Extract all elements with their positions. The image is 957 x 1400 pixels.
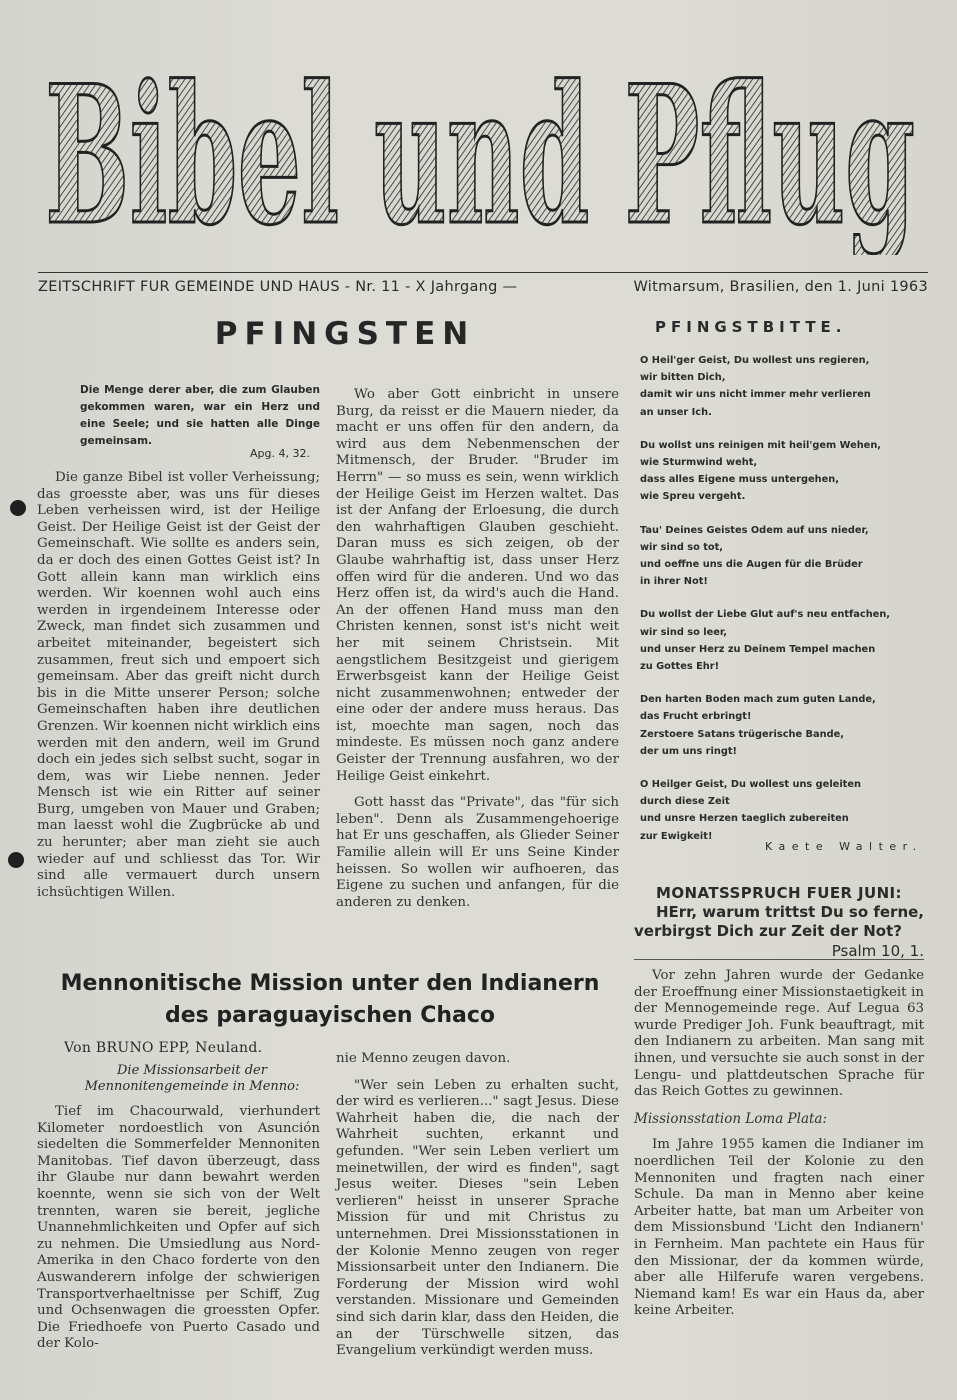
poem-line: wie Spreu vergeht. — [640, 491, 746, 503]
pfingstbitte-poem — [640, 352, 925, 861]
pfingsten-column-2 — [336, 387, 619, 911]
poem-stanza — [640, 437, 925, 506]
paragraph: Im Jahre 1955 kamen die Indianer im noerdlichen Teil der Kolonie zu den Mennoniten und fragten nach einer Schule. Da man in Menno aber keine Arbeiter hatte, bat man um Arbeiter von dem Missionsbund 'Licht den Indianern' in Fernheim. Man pachtete ein Haus für den Missionar, der da kommen würde, aber alle Hilferufe waren vergebens. Niemand kam! Es war ein Haus da, aber keine Arbeiter. — [634, 1137, 924, 1319]
poem-line: Den harten Boden mach zum guten Lande, — [640, 694, 876, 706]
mission-subhead-loma-plata: Missionsstation Loma Plata: — [634, 1110, 828, 1127]
poem-line: das Frucht erbringt! — [640, 711, 752, 723]
poem-line: und unser Herz zu Deinem Tempel machen — [640, 643, 876, 655]
poem-stanza — [640, 776, 925, 845]
poem-line: an unser Ich. — [640, 406, 712, 418]
punch-hole-mark — [10, 500, 26, 516]
mission-subhead: Die Missionsarbeit der Mennonitengemeinde in Menno: — [84, 1063, 300, 1094]
poem-line: wir sind so leer, — [640, 626, 727, 638]
monatsspruch-verse-line: verbirgst Dich zur Zeit der Not? — [634, 922, 902, 940]
poem-line: wie Sturmwind weht, — [640, 457, 758, 469]
masthead-logo — [40, 50, 920, 255]
poem-line: O Heil'ger Geist, Du wollest uns regieren, — [640, 355, 870, 366]
pfingsten-epigraph-ref: Apg. 4, 32. — [250, 447, 310, 460]
poem-line: zur Ewigkeit! — [640, 830, 713, 842]
poem-line: und oeffne uns die Augen für die Brüder — [640, 559, 863, 571]
poem-stanza — [640, 691, 925, 760]
mission-title-line: Mennonitische Mission unter den Indianern — [60, 971, 600, 996]
poem-line: damit wir uns nicht immer mehr verlieren — [640, 389, 871, 401]
poem-line: Zerstoere Satans trügerische Bande, — [640, 728, 844, 740]
paragraph: nie Menno zeugen davon. — [336, 1051, 511, 1066]
poem-line: in ihrer Not! — [640, 576, 708, 588]
poem-line: der um uns ringt! — [640, 745, 738, 757]
poem-stanza — [640, 606, 925, 675]
punch-hole-mark — [8, 852, 24, 868]
poem-line: Du wollst der Liebe Glut auf's neu entfachen, — [640, 609, 891, 621]
mission-column-2 — [336, 1051, 619, 1360]
subtitle-left: ZEITSCHRIFT FUR GEMEINDE UND HAUS - Nr. 11 - X Jahrgang — — [38, 279, 518, 295]
masthead-title: Bibel und Pflug — [45, 50, 915, 255]
mission-column-1 — [37, 1104, 320, 1353]
mission-title-line: des paraguayischen Chaco — [164, 1003, 496, 1028]
poem-line: wir sind so tot, — [640, 541, 724, 553]
paragraph: "Wer sein Leben zu erhalten sucht, der wird es verlieren..." sagt Jesus. Diese Wahrheit haben die, die nach der Wahrheit suchten, erkannt und gefunden. "Wer sein Leben verliert um meinetwillen, der wird es finden", sagt Jesus weiter. Dieses "sein Leben verlieren" heisst in unserer Sprache Mission für und mit Christus zu unternehmen. Drei Missionsstationen in der Kolonie Menno zeugen von reger Missionsarbeit unter den Indianern. Die Forderung der Mission wird wohl verstanden. Missionare und Gemeinden sind sich darin klar, dass den Heiden, die an der Türschwelle sitzen, das Evangelium verkündigt werden muss. — [336, 1077, 619, 1359]
masthead — [40, 50, 920, 255]
mission-column-3 — [634, 968, 924, 1320]
poem-line: Tau' Deines Geistes Odem auf uns nieder, — [640, 524, 869, 536]
poem-line: zu Gottes Ehr! — [640, 661, 720, 673]
poem-line: Du wollst uns reinigen mit heil'gem Wehen, — [640, 439, 882, 451]
poem-line: wir bitten Dich, — [640, 372, 726, 384]
divider — [634, 959, 924, 960]
pfingsten-title: PFINGSTEN — [214, 316, 476, 352]
paragraph: Tief im Chacourwald, vierhundert Kilometer nordoestlich von Asunción siedelten die Sommerfelder Mennoniten Manitobas. Tief davon überzeugt, dass ihr Glaube nur dann bewahrt werden koennte, wenn sie sich von der Welt trennten, waren sie bereit, jegliche Unannehmlichkeiten und Opfer auf sich zu nehmen. Die Umsiedlung aus Nord-Amerika in den Chaco forderte von den Auswanderern infolge der schwierigen Transportverhaeltnisse per Schiff, Zug und Ochsenwagen die groessten Opfer. Die Friedhoefe von Puerto Casado und der Kolo- — [37, 1104, 320, 1352]
mission-title — [40, 968, 620, 1032]
monatsspruch-title: MONATSSPRUCH FUER JUNI: — [656, 884, 902, 902]
masthead-subtitle — [38, 272, 928, 295]
paragraph: Wo aber Gott einbricht in unsere Burg, da reisst er die Mauern nieder, da macht er uns offen für den andern, da wird aus dem Nebenmenschen der Mitmensch, der Bruder. "Bruder im Herrn" — so muss es sein, wenn wirklich der Heilige Geist im Herzen waltet. Das ist der Anfang der Erloesung, die durch den wahrhaftigen Glauben geschieht. Daran muss es sich zeigen, ob der Glaube wahrhaftig ist, dass unser Herz offen wird für die anderen. Und wo das Herz offen ist, da wird's auch die Hand. An der offenen Hand muss man den Christen kennen, sonst ist's nicht weit her mit seinem Christsein. Mit aengstlichem Besitzgeist und gierigem Erwerbsgeist kann der Heilige Geist nicht zusammenwohnen; entweder der eine oder der andere muss heraus. Das ist, moechte man sagen, noch das mindeste. Es müssen noch ganz andere Geister der Trennung ausfahren, wo der Heilige Geist einkehrt. — [336, 387, 619, 784]
monatsspruch-ref: Psalm 10, 1. — [831, 942, 924, 960]
poem-line: dass alles Eigene muss untergehen, — [640, 474, 839, 486]
subtitle-right: Witmarsum, Brasilien, den 1. Juni 1963 — [633, 279, 928, 295]
poem-stanza — [640, 522, 925, 591]
paragraph: Die ganze Bibel ist voller Verheissung; das groesste aber, was uns für dieses Leben verheissen wird, ist der Heilige Geist. Der Heilige Geist ist der Geist der Gemeinschaft. Wie sollte es anders sein, da er doch des einen Gottes Geist ist? In Gott allein kann man wirklich eins werden. Wir koennen wohl auch eins werden in irgendeinem Interesse oder Zweck, man findet sich zusammen und arbeitet miteinander, begeistert sich zusammen, freut sich und empoert sich gemeinsam. Aber das greift nicht durch bis in die Mitte unserer Person; solche Gemeinschaften haben ihre deutlichen Grenzen. Wir koennen nicht wirklich eins werden mit den andern, weil im Grund doch ein jedes sich selbst sucht, sogar in dem, was wir Liebe nennen. Jeder Mensch ist wie ein Ritter auf seiner Burg, umgeben von Mauer und Graben; man laesst wohl die Zugbrücke ab und zu herunter; aber man zieht sie auch wieder auf und schliesst das Tor. Wir sind alle vermauert durch unsern ichsüchtigen Willen. — [37, 470, 320, 900]
pfingstbitte-title: PFINGSTBITTE. — [655, 318, 847, 336]
poem-line: durch diese Zeit — [640, 796, 730, 808]
pfingsten-column-1 — [37, 470, 320, 901]
monatsspruch-box — [634, 884, 924, 960]
mission-byline: Von BRUNO EPP, Neuland. — [64, 1040, 263, 1056]
paragraph: Vor zehn Jahren wurde der Gedanke der Eroeffnung einer Missionstaetigkeit in der Mennogemeinde rege. Auf Legua 63 wurde Prediger Joh. Funk beauftragt, mit den Indianern zu arbeiten. Man sang mit ihnen, und versuchte sie auch sonst in der Lengu- und plattdeutschen Sprache für das Reich Gottes zu gewinnen. — [634, 968, 924, 1100]
poem-stanza — [640, 352, 925, 421]
monatsspruch-verse-line: HErr, warum trittst Du so ferne, — [655, 903, 924, 921]
paragraph: Gott hasst das "Private", das "für sich leben". Denn als Zusammengehoerige hat Er uns geschaffen, als Glieder Seiner Familie allein will Er uns Seine Kinder heissen. So wollen wir aufhoeren, das Eigene zu suchen und anfangen, für die anderen zu denken. — [336, 795, 619, 910]
pfingsten-epigraph: Die Menge derer aber, die zum Glauben gekommen waren, war ein Herz und eine Seele; und sie hatten alle Dinge gemeinsam. — [80, 384, 320, 447]
poem-author: Kaete Walter. — [765, 840, 923, 853]
poem-line: O Heilger Geist, Du wollest uns geleiten — [640, 779, 861, 791]
poem-line: und unsre Herzen taeglich zubereiten — [640, 813, 849, 825]
